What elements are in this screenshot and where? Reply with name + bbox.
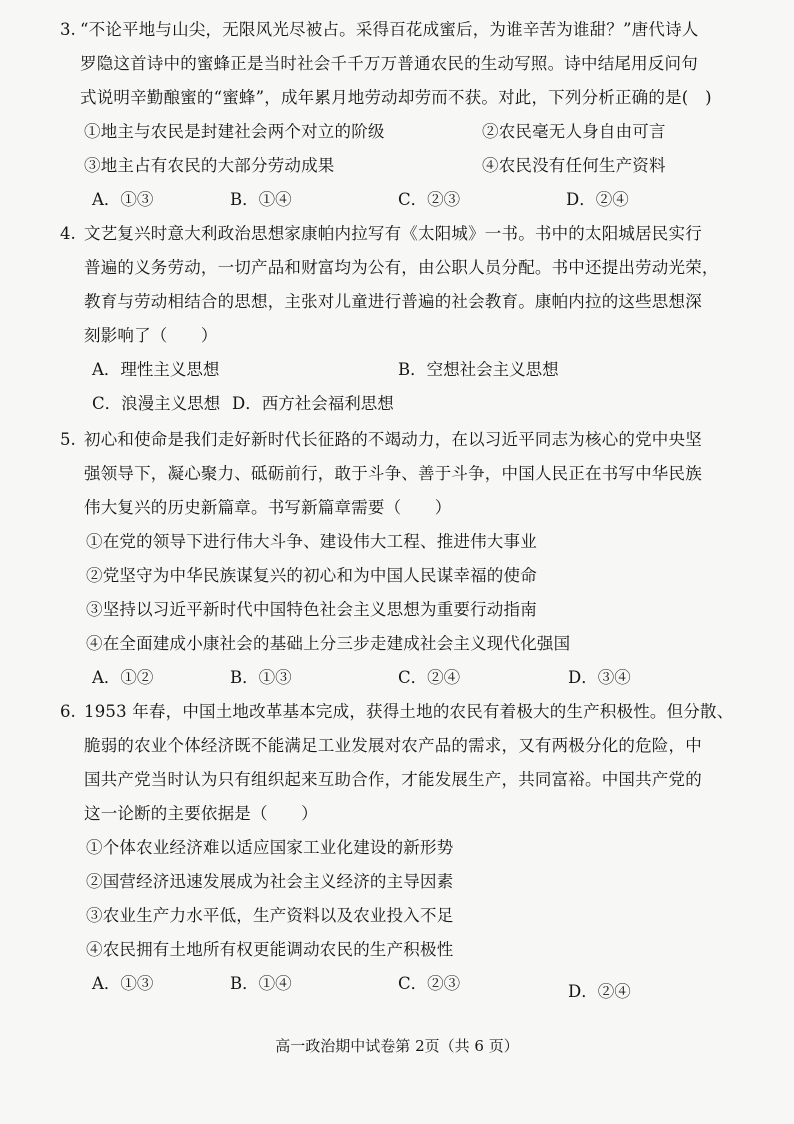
option-d: D．西方社会福利思想: [232, 394, 394, 413]
question-text-line: 式说明辛勤酿蜜的“蜜蜂”，成年累月地劳动却劳而不获。对此，下列分析正确的是( ): [80, 88, 712, 107]
question-text-line: 教育与劳动相结合的思想，主张对儿童进行普遍的社会教育。康帕内拉的这些思想深: [84, 292, 702, 311]
statement: ①在党的领导下进行伟大斗争、建设伟大工程、推进伟大事业: [86, 532, 537, 551]
question-text-line: 罗隐这首诗中的蜜蜂正是当时社会千千万万普通农民的生动写照。诗中结尾用反问句: [80, 54, 698, 73]
question-text-line: 这一论断的主要依据是（ ）: [84, 804, 318, 823]
question-text-line: 初心和使命是我们走好新时代长征路的不竭动力，在以习近平同志为核心的党中央坚: [84, 430, 702, 449]
question-text-line: 普遍的义务劳动，一切产品和财富均为公有，由公职人员分配。书中还提出劳动光荣，: [84, 258, 719, 277]
statement: ②党坚守为中华民族谋复兴的初心和为中国人民谋幸福的使命: [86, 566, 537, 585]
question-text-line: 脆弱的农业个体经济既不能满足工业发展对农产品的需求，又有两极分化的危险，中: [84, 736, 702, 755]
option-b: B．①④: [230, 974, 292, 993]
question-text-line: 国共产党当时认为只有组织起来互助合作，才能发展生产，共同富裕。中国共产党的: [84, 770, 702, 789]
question-number: 6.: [60, 702, 76, 721]
option-a: A．①③: [92, 190, 154, 209]
statement: ②农民毫无人身自由可言: [482, 122, 666, 141]
statement: ③坚持以习近平新时代中国特色社会主义思想为重要行动指南: [86, 600, 537, 619]
option-c: C．浪漫主义思想: [92, 394, 221, 413]
option-a: A．①③: [92, 974, 154, 993]
statement: ①个体农业经济难以适应国家工业化建设的新形势: [86, 838, 454, 857]
question-number: 5.: [60, 430, 76, 449]
statement: ④农民拥有土地所有权更能调动农民的生产积极性: [86, 940, 454, 959]
statement: ①地主与农民是封建社会两个对立的阶级: [84, 122, 385, 141]
option-a: A．①②: [92, 668, 154, 687]
statement: ②国营经济迅速发展成为社会主义经济的主导因素: [86, 872, 454, 891]
statement: ③农业生产力水平低，生产资料以及农业投入不足: [86, 906, 454, 925]
statement: ③地主占有农民的大部分劳动成果: [84, 156, 335, 175]
page-footer: 高一政治期中试卷第 2页（共 6 页）: [275, 1037, 519, 1055]
option-a: A．理性主义思想: [92, 360, 220, 379]
question-text-line: “不论平地与山尖，无限风光尽被占。采得百花成蜜后，为谁辛苦为谁甜？”唐代诗人: [80, 20, 699, 39]
statement: ④农民没有任何生产资料: [482, 156, 666, 175]
question-number: 3.: [60, 20, 76, 39]
question-text-line: 刻影响了（ ）: [84, 326, 218, 345]
option-c: C．②④: [398, 668, 461, 687]
option-c: C．②③: [398, 974, 461, 993]
question-text-line: 伟大复兴的历史新篇章。书写新篇章需要（ ）: [84, 498, 452, 517]
option-d: D．②④: [566, 190, 629, 209]
question-number: 4.: [60, 224, 76, 243]
question-text-line: 文艺复兴时意大利政治思想家康帕内拉写有《太阳城》一书。书中的太阳城居民实行: [84, 224, 702, 243]
option-b: B．①③: [230, 668, 292, 687]
question-text-line: 1953 年春，中国土地改革基本完成，获得土地的农民有着极大的生产积极性。但分散、: [84, 702, 734, 721]
option-b: B．①④: [230, 190, 292, 209]
statement: ④在全面建成小康社会的基础上分三步走建成社会主义现代化强国: [86, 634, 571, 653]
option-d: D．③④: [568, 668, 631, 687]
option-c: C．②③: [398, 190, 461, 209]
question-text-line: 强领导下，凝心聚力、砥砺前行，敢于斗争、善于斗争，中国人民正在书写中华民族: [84, 464, 702, 483]
option-d: D．②④: [568, 982, 631, 1001]
option-b: B．空想社会主义思想: [398, 360, 559, 379]
